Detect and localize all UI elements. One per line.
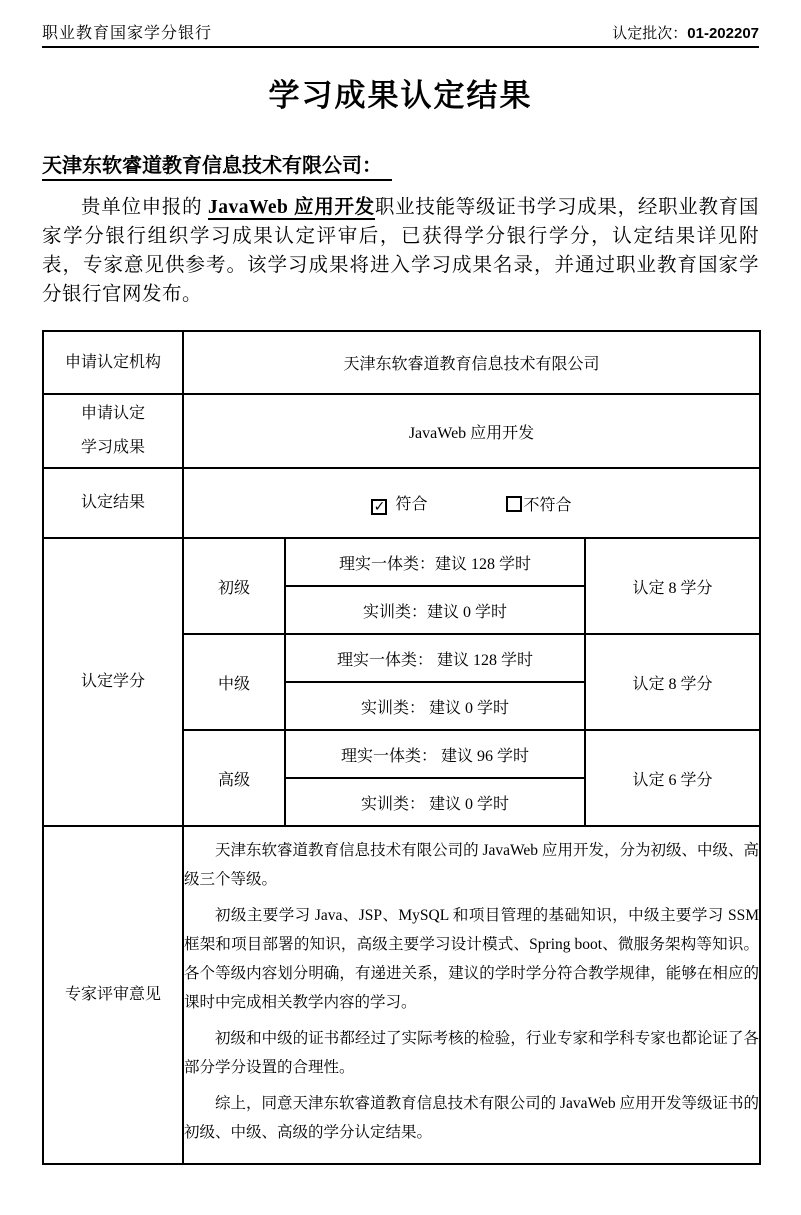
result-table [42,330,761,1165]
intro-prefix: 贵单位申报的 [81,197,208,218]
unchecked-checkbox-icon [506,496,522,512]
table-row-result [43,468,760,538]
result-label: 认定结果 [43,468,183,538]
opinion-paragraph: 初级和中级的证书都经过了实际考核的检验，行业专家和学科专家也都论证了各部分学分设置的合理性。 [184,1030,760,1076]
senior-credit: 认定 6 学分 [585,730,760,826]
salutation-row [42,149,759,181]
opinion-paragraph: 初级主要学习 Java、JSP、MySQL 和项目管理的基础知识，中级主要学习 SSM 框架和项目部署的知识，高级主要学习设计模式、Spring boot、微服务架构等知识。各个等级内容划分明确，有递进关系，建议的学时学分符合教学规律，能够在相应的课时中完成相关教学内容的学习。 [184,907,760,1011]
outcome-label-line1: 申请认定 [80,405,145,422]
table-row-agency [43,331,760,394]
option-conform [371,491,427,515]
senior-hours-theory: 理实一体类： 建议 96 学时 [285,730,585,778]
batch-value: 01-202207 [687,25,759,42]
outcome-label [43,394,183,468]
result-value [183,468,760,538]
intro-highlight: JavaWeb 应用开发 [207,197,375,218]
junior-hours-theory: 理实一体类：建议 128 学时 [285,538,585,586]
opinion-paragraph: 综上，同意天津东软睿道教育信息技术有限公司的 JavaWeb 应用开发等级证书的初级、中级、高级的学分认定结果。 [184,1095,760,1141]
table-row-credit-junior-1 [43,538,760,586]
level-middle: 中级 [183,634,285,730]
agency-value: 天津东软睿道教育信息技术有限公司 [183,331,760,394]
option-conform-label: 符合 [395,496,428,513]
option-nonconform-label: 不符合 [523,496,572,514]
option-nonconform [506,492,572,515]
credits-label: 认定学分 [43,538,183,826]
opinion-value [183,826,760,1164]
agency-label: 申请认定机构 [43,331,183,394]
junior-credit: 认定 8 学分 [585,538,760,634]
intro-suffix: 职业技能等级证书学习成果，经职业教育国家学分银行组织学习成果认定评审后，已获得学分银行学分，认定结果详见附表，专家意见供参考。该学习成果将进入学习成果名录，并通过职业教育国家学分银行官网发布。 [42,197,759,305]
intro-paragraph [42,193,759,309]
page-title: 学习成果认定结果 [268,78,533,113]
batch-label: 认定批次： [612,26,688,42]
senior-hours-practice: 实训类： 建议 0 学时 [285,778,585,826]
level-senior: 高级 [183,730,285,826]
outcome-value: JavaWeb 应用开发 [183,394,760,468]
header-organization: 职业教育国家学分银行 [42,25,213,42]
salutation: 天津东软睿道教育信息技术有限公司： [42,149,392,181]
level-junior: 初级 [183,538,285,634]
page-header [42,20,759,48]
result-options [184,491,759,515]
header-batch [612,22,759,43]
table-row-opinion [43,826,760,1164]
middle-hours-theory: 理实一体类： 建议 128 学时 [285,634,585,682]
opinion-label: 专家评审意见 [43,826,183,1164]
outcome-label-line2: 学习成果 [80,439,145,456]
opinion-paragraph: 天津东软睿道教育信息技术有限公司的 JavaWeb 应用开发，分为初级、中级、高级三个等级。 [184,842,760,888]
middle-hours-practice: 实训类： 建议 0 学时 [285,682,585,730]
table-row-outcome [43,394,760,468]
middle-credit: 认定 8 学分 [585,634,760,730]
junior-hours-practice: 实训类：建议 0 学时 [285,586,585,634]
checked-checkbox-icon [371,499,387,515]
